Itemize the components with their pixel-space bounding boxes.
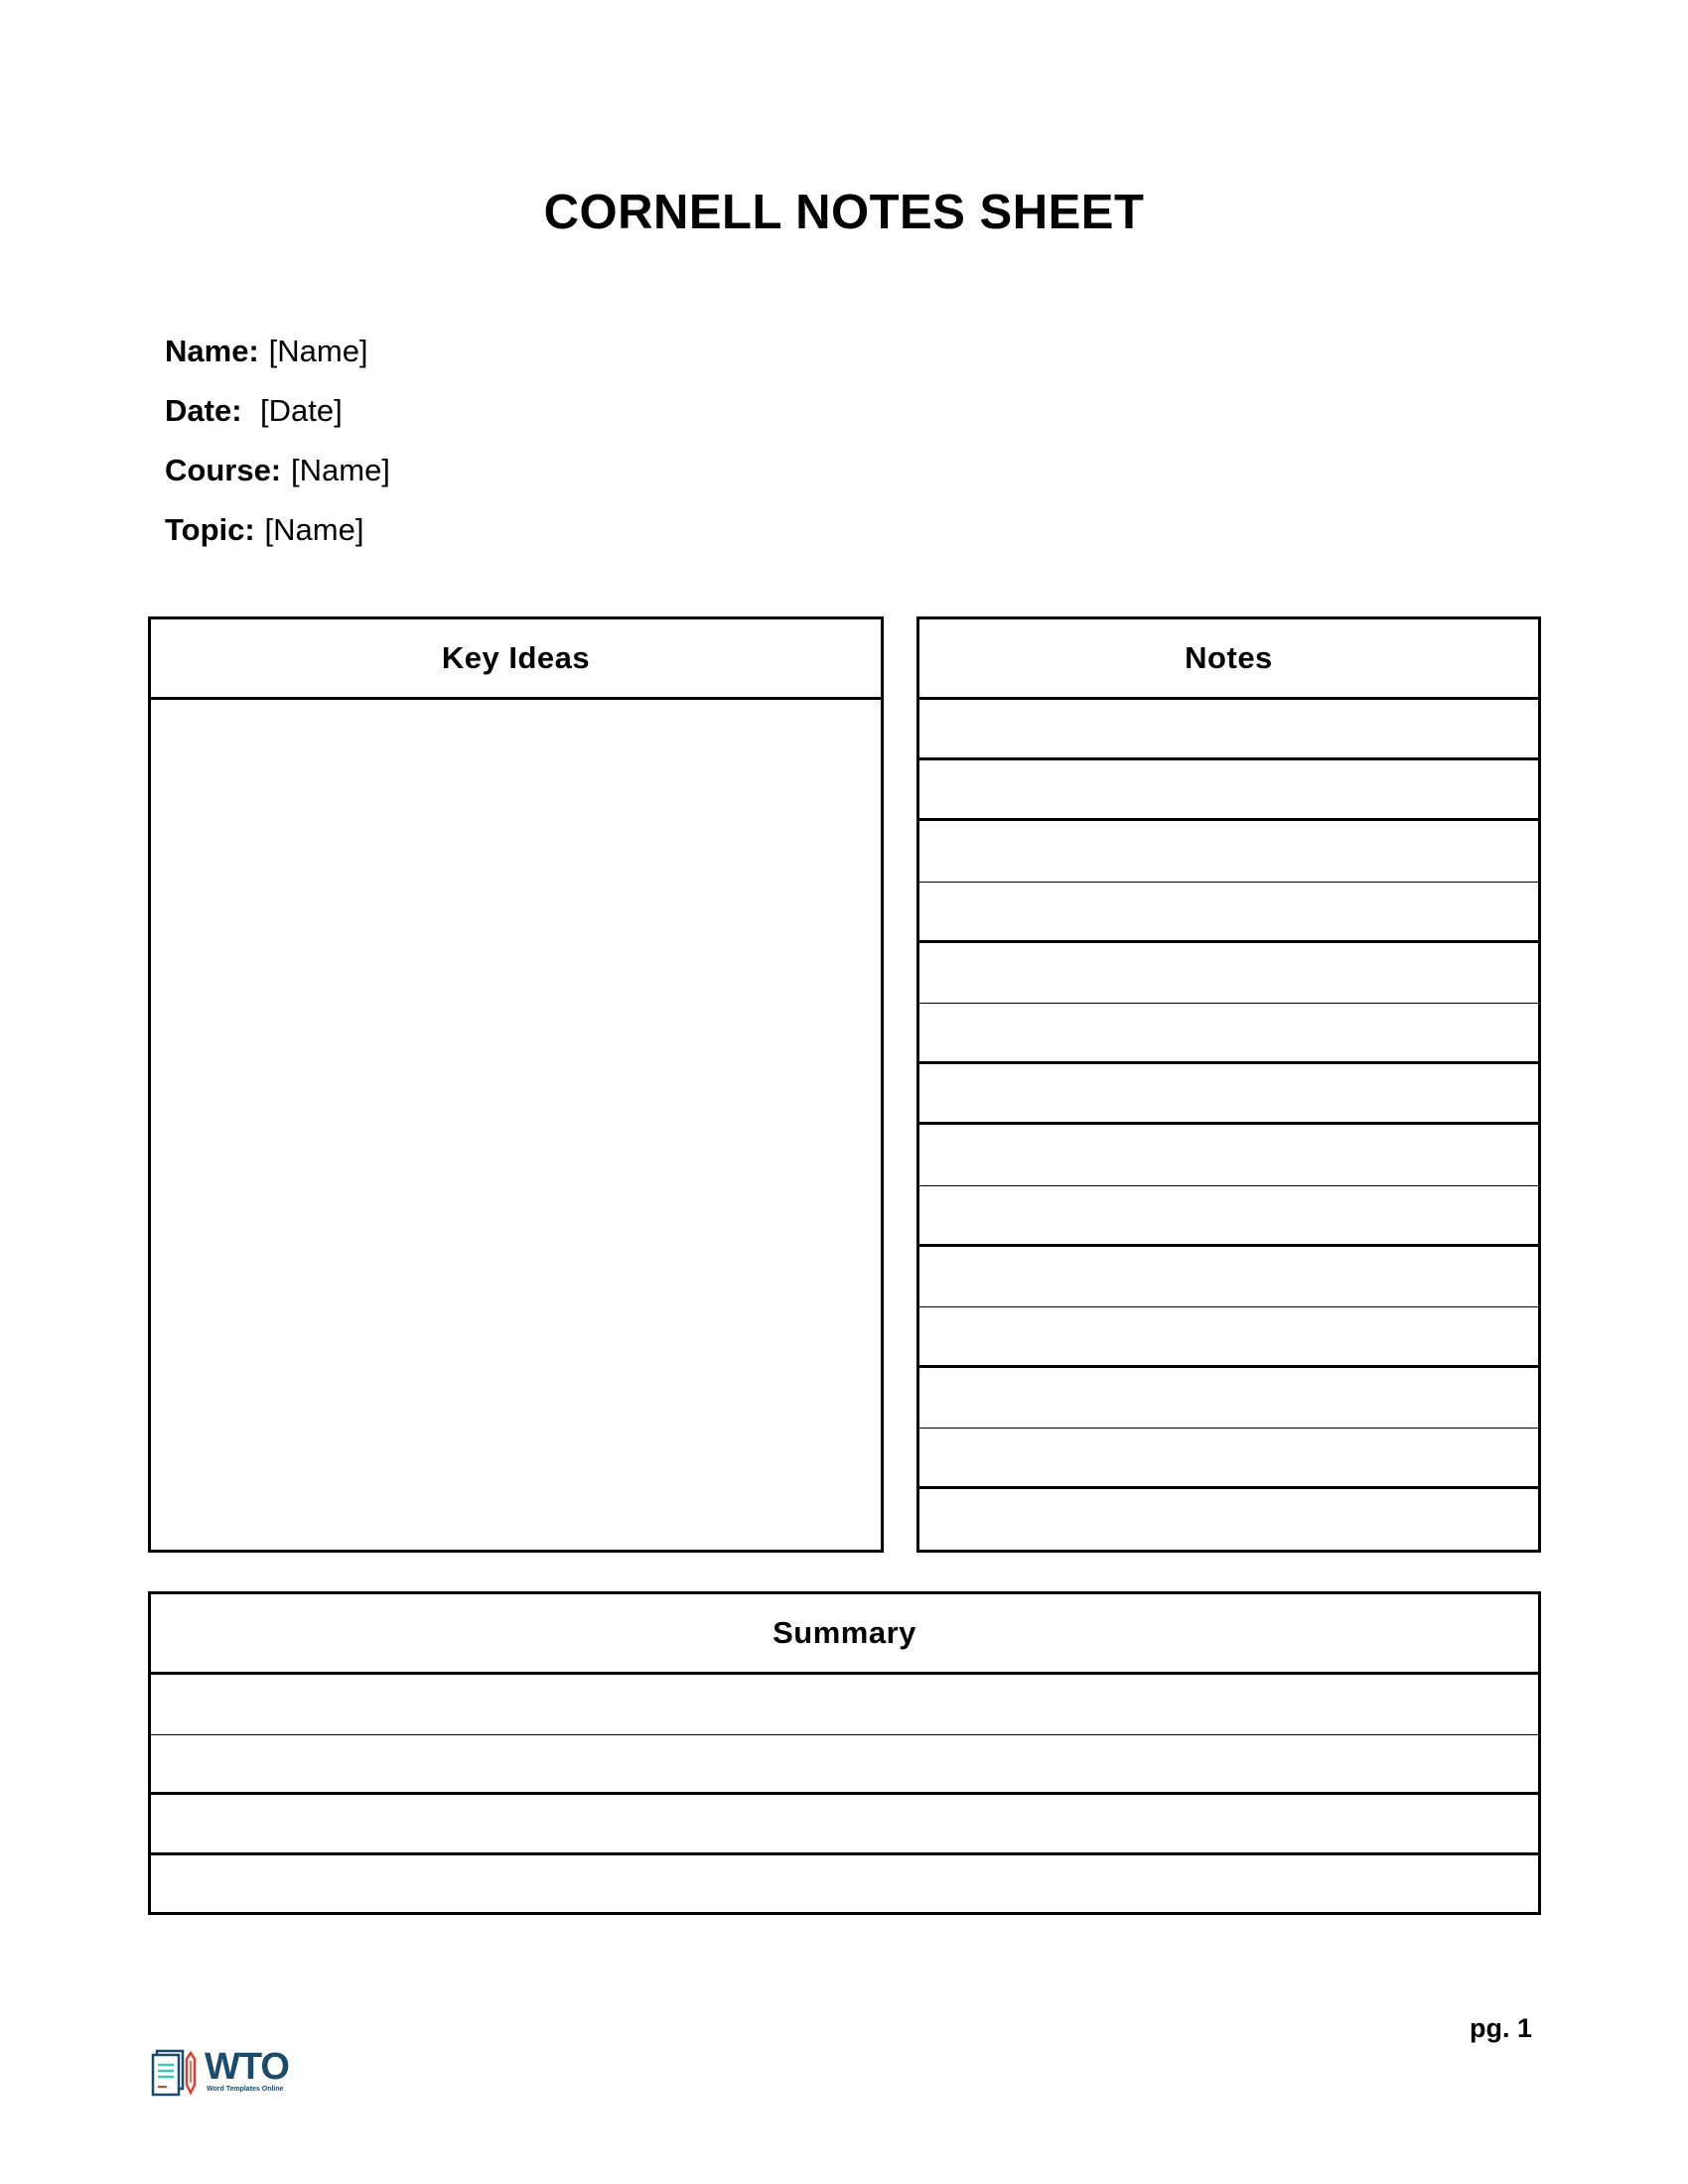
summary-line[interactable] <box>151 1675 1538 1735</box>
name-field[interactable] <box>165 330 390 389</box>
course-label: Course: <box>165 453 282 487</box>
logo-text: WTO <box>205 2046 289 2088</box>
summary-line[interactable] <box>151 1795 1538 1855</box>
notes-line[interactable] <box>919 1429 1538 1489</box>
date-label: Date: <box>165 393 242 428</box>
notes-line[interactable] <box>919 1004 1538 1064</box>
logo-subtitle: Word Templates Online <box>207 2086 284 2093</box>
topic-value[interactable]: [Name] <box>264 512 364 547</box>
notes-line[interactable] <box>919 1368 1538 1429</box>
notes-line[interactable] <box>919 1307 1538 1368</box>
notes-line[interactable] <box>919 821 1538 882</box>
topic-label: Topic: <box>165 512 255 547</box>
notes-line[interactable] <box>919 1064 1538 1125</box>
notes-line[interactable] <box>919 1247 1538 1307</box>
summary-rows <box>151 1675 1538 1916</box>
notes-line[interactable] <box>919 1489 1538 1550</box>
name-label: Name: <box>165 334 259 368</box>
notes-rows <box>919 700 1538 1551</box>
course-field[interactable] <box>165 449 390 508</box>
summary-box <box>148 1591 1541 1915</box>
notes-line[interactable] <box>919 1186 1538 1247</box>
date-value[interactable]: [Date] <box>251 393 343 428</box>
notes-header: Notes <box>919 619 1538 700</box>
page-number: pg. 1 <box>1470 2013 1533 2043</box>
notes-line[interactable] <box>919 943 1538 1004</box>
key-ideas-area[interactable] <box>151 700 881 1550</box>
summary-header: Summary <box>151 1594 1538 1675</box>
key-ideas-box <box>148 616 884 1553</box>
date-field[interactable] <box>165 389 390 449</box>
notes-line[interactable] <box>919 1125 1538 1185</box>
name-value[interactable]: [Name] <box>268 334 368 368</box>
wto-logo <box>151 2047 310 2099</box>
course-value[interactable]: [Name] <box>291 453 390 487</box>
notes-line[interactable] <box>919 760 1538 821</box>
header-fields <box>165 330 390 568</box>
notes-line[interactable] <box>919 883 1538 943</box>
page-title: CORNELL NOTES SHEET <box>543 186 1145 239</box>
key-ideas-header: Key Ideas <box>151 619 881 700</box>
notes-line[interactable] <box>919 700 1538 760</box>
summary-line[interactable] <box>151 1735 1538 1796</box>
notes-box <box>916 616 1541 1553</box>
summary-line[interactable] <box>151 1855 1538 1916</box>
document-pen-icon <box>151 2049 205 2099</box>
topic-field[interactable] <box>165 508 390 568</box>
